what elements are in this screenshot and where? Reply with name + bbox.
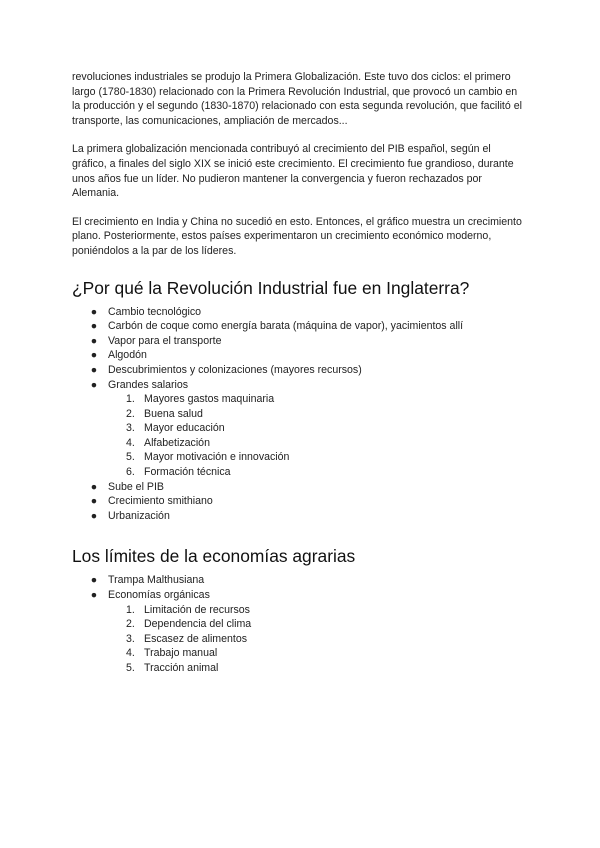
- numbered-item: [108, 392, 528, 407]
- bullet-list-revolucion: [72, 305, 528, 524]
- numbered-item-text: Mayor motivación e innovación: [144, 451, 290, 464]
- numbered-item: [108, 646, 528, 661]
- list-item: [72, 588, 528, 676]
- item-number: 2.: [126, 407, 135, 420]
- numbered-item-text: Mayores gastos maquinaria: [144, 393, 275, 406]
- bullet-icon: ●: [90, 509, 98, 522]
- paragraph-globalizacion: revoluciones industriales se produjo la Primera Globalización. Este tuvo dos ciclos: el primero largo (1780-1830) relacionado con la Primera Revolución Industrial, que provocó un cambio en la producción y el segundo (1830-1870) relacionado con esta segunda revolución, que facilitó el transporte, las comunicaciones, ampliación de mercados...: [72, 71, 522, 127]
- item-number: 2.: [126, 618, 135, 631]
- list-item-text: Vapor para el transporte: [108, 334, 222, 347]
- item-number: 3.: [126, 632, 135, 645]
- item-number: 5.: [126, 662, 135, 674]
- numbered-item-text: Buena salud: [144, 407, 203, 420]
- numbered-item: [108, 603, 528, 618]
- numbered-item-text: Alfabetización: [144, 436, 210, 449]
- item-number: 5.: [126, 451, 135, 464]
- list-item-text: Economías orgánicas: [108, 589, 210, 602]
- bullet-list-economias: [72, 573, 528, 675]
- list-item: [72, 363, 528, 378]
- paragraph-india-china: El crecimiento en India y China no sucedió en esto. Entonces, el gráfico muestra un crecimiento plano. Posteriormente, estos países experimentaron un crecimiento económico moderno, poniéndolos a la par de los líderes.: [72, 215, 522, 257]
- bullet-icon: ●: [90, 480, 98, 493]
- numbered-item: [108, 421, 528, 436]
- numbered-item-text: Trabajo manual: [144, 647, 218, 660]
- bullet-icon: ●: [90, 363, 98, 376]
- numbered-item-text: Tracción animal: [144, 662, 219, 674]
- numbered-item: [108, 617, 528, 632]
- item-number: 4.: [126, 436, 135, 449]
- bullet-icon: ●: [90, 378, 98, 391]
- list-item-text: Urbanización: [108, 509, 170, 522]
- item-number: 3.: [126, 422, 135, 435]
- section-heading-economias-agrarias: Los límites de la economías agrarias: [72, 546, 356, 567]
- numbered-item-text: Escasez de alimentos: [144, 632, 248, 645]
- numbered-item: [108, 465, 528, 480]
- item-number: 4.: [126, 647, 135, 660]
- bullet-icon: ●: [90, 320, 98, 333]
- bullet-icon: ●: [90, 305, 98, 318]
- list-item: [72, 348, 528, 363]
- bullet-icon: ●: [90, 574, 98, 587]
- list-item: [72, 480, 528, 495]
- numbered-item: [108, 450, 528, 465]
- numbered-item-text: Dependencia del clima: [144, 618, 252, 631]
- numbered-item: [108, 407, 528, 422]
- numbered-item: [108, 632, 528, 647]
- numbered-item-text: Limitación de recursos: [144, 603, 250, 616]
- section-heading-revolucion-inglaterra: ¿Por qué la Revolución Industrial fue en Inglaterra?: [72, 277, 470, 298]
- numbered-list-economias-organicas: [108, 603, 528, 676]
- list-item: [72, 334, 528, 349]
- list-item: [72, 509, 528, 524]
- list-item: [72, 378, 528, 480]
- item-number: 1.: [126, 603, 135, 616]
- list-item: [72, 494, 528, 509]
- list-item-text: Descubrimientos y colonizaciones (mayores recursos): [108, 363, 362, 376]
- numbered-item: [108, 436, 528, 451]
- list-item-text: Sube el PIB: [108, 480, 164, 493]
- list-item: [72, 305, 528, 320]
- list-item-text: Algodón: [108, 349, 147, 362]
- numbered-item-text: Mayor educación: [144, 422, 225, 435]
- numbered-item: [108, 661, 528, 676]
- list-item-text: Grandes salarios: [108, 378, 189, 391]
- list-item-text: Trampa Malthusiana: [108, 574, 205, 587]
- list-item-text: Crecimiento smithiano: [108, 495, 213, 508]
- numbered-list-grandes-salarios: [108, 392, 528, 480]
- item-number: 6.: [126, 466, 135, 479]
- item-number: 1.: [126, 393, 135, 406]
- bullet-icon: ●: [90, 589, 98, 602]
- list-item: [72, 319, 528, 334]
- bullet-icon: ●: [90, 334, 98, 347]
- bullet-icon: ●: [90, 495, 98, 508]
- paragraph-pib-espanol: La primera globalización mencionada contribuyó al crecimiento del PIB español, según el gráfico, a finales del siglo XIX se inició este crecimiento. El crecimiento fue grandioso, durante unos años fue un líder. No pudieron mantener la convergencia y fueron rechazados por Alemania.: [72, 143, 514, 200]
- list-item-text: Cambio tecnológico: [108, 305, 202, 318]
- bullet-icon: ●: [90, 349, 98, 362]
- list-item-text: Carbón de coque como energía barata (máquina de vapor), yacimientos allí: [108, 320, 464, 333]
- list-item: [72, 573, 528, 588]
- numbered-item-text: Formación técnica: [144, 466, 231, 479]
